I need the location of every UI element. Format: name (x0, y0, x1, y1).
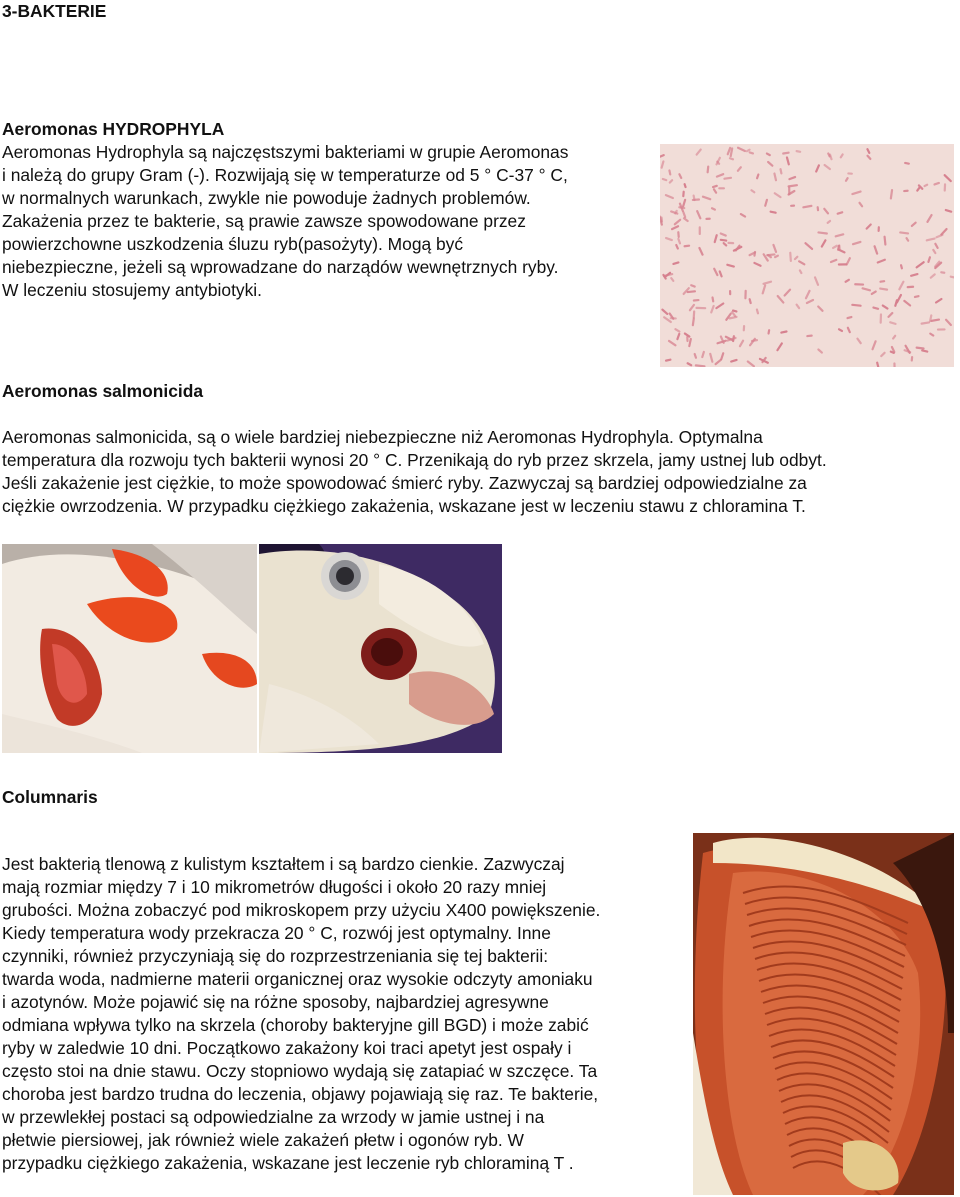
text-line: ciężkie owrzodzenia. W przypadku ciężkiego zakażenia, wskazane jest w leczeniu stawu z chloramina T. (2, 496, 806, 516)
text-line: mają rozmiar między 7 i 10 mikrometrów długości i około 20 razy mniej (2, 877, 547, 897)
paragraph-hydrophyla (2, 141, 568, 302)
text-line: niebezpieczne, jeżeli są wprowadzane do narządów wewnętrznych ryby. (2, 257, 559, 277)
text-line: czynniki, również przyczyniają się do rozprzestrzeniania się tej bakterii: (2, 946, 549, 966)
section-heading-columnaris: Columnaris (2, 787, 98, 807)
gill-infection-image (693, 833, 954, 1195)
section-heading-salmonicida: Aeromonas salmonicida (2, 381, 204, 401)
text-line: Kiedy temperatura wody przekracza 20 ° C, rozwój jest optymalny. Inne (2, 923, 551, 943)
text-line: i azotynów. Może pojawić się na różne sposoby, najbardziej agresywne (2, 992, 549, 1012)
text-line: choroba jest bardzo trudna do leczenia, objawy pojawiają się raz. Te bakterie, (2, 1084, 599, 1104)
text-line: Aeromonas salmonicida, są o wiele bardziej niebezpieczne niż Aeromonas Hydrophyla. Optymalna (2, 427, 763, 447)
text-line: przypadku ciężkiego zakażenia, wskazane jest leczenie ryb chloraminą T . (2, 1153, 574, 1173)
text-line: w normalnych warunkach, zwykle nie powoduje żadnych problemów. (2, 188, 531, 208)
section-heading-hydrophyla: Aeromonas HYDROPHYLA (2, 119, 225, 139)
paragraph-salmonicida (2, 426, 827, 518)
text-line: powierzchowne uszkodzenia śluzu ryb(pasożyty). Mogą być (2, 234, 464, 254)
text-line: Aeromonas Hydrophyla są najczęstszymi bakteriami w grupie Aeromonas (2, 142, 569, 162)
text-line: Jeśli zakażenie jest ciężkie, to może spowodować śmierć ryby. Zazwyczaj są bardziej odpowiedzialne za (2, 473, 807, 493)
page-title: 3-BAKTERIE (2, 1, 107, 21)
text-line: W leczeniu stosujemy antybiotyki. (2, 280, 262, 300)
text-line: Jest bakterią tlenową z kulistym kształtem i są bardzo cienkie. Zazwyczaj (2, 854, 565, 874)
koi-head-lesion-image (259, 544, 502, 753)
text-line: twarda woda, nadmierne materii organicznej oraz wysokie odczyty amoniaku (2, 969, 593, 989)
koi-ulcer-image (2, 544, 257, 753)
text-line: płetwie piersiowej, jak również wiele zakażeń płetw i ogonów ryb. W (2, 1130, 524, 1150)
text-line: temperatura dla rozwoju tych bakterii wynosi 20 ° C. Przenikają do ryb przez skrzela, jamy ustnej lub odbyt. (2, 450, 827, 470)
paragraph-columnaris (2, 853, 600, 1175)
text-line: Zakażenia przez te bakterie, są prawie zawsze spowodowane przez (2, 211, 526, 231)
text-line: i należą do grupy Gram (-). Rozwijają się w temperaturze od 5 ° C-37 ° C, (2, 165, 568, 185)
text-line: często stoi na dnie stawu. Oczy stopniowo wydają się zatapiać w szczęce. Ta (2, 1061, 598, 1081)
text-line: w przewlekłej postaci są odpowiedzialne za wrzody w jamie ustnej i na (2, 1107, 545, 1127)
microscope-bacteria-image (660, 144, 954, 367)
text-line: grubości. Można zobaczyć pod mikroskopem przy użyciu X400 powiększenie. (2, 900, 601, 920)
bacteria-microscope-svg (660, 144, 954, 367)
text-line: ryby w zaledwie 10 dni. Początkowo zakażony koi traci apetyt jest ospały i (2, 1038, 572, 1058)
text-line: odmiana wpływa tylko na skrzela (choroby bakteryjne gill BGD) i może zabić (2, 1015, 589, 1035)
